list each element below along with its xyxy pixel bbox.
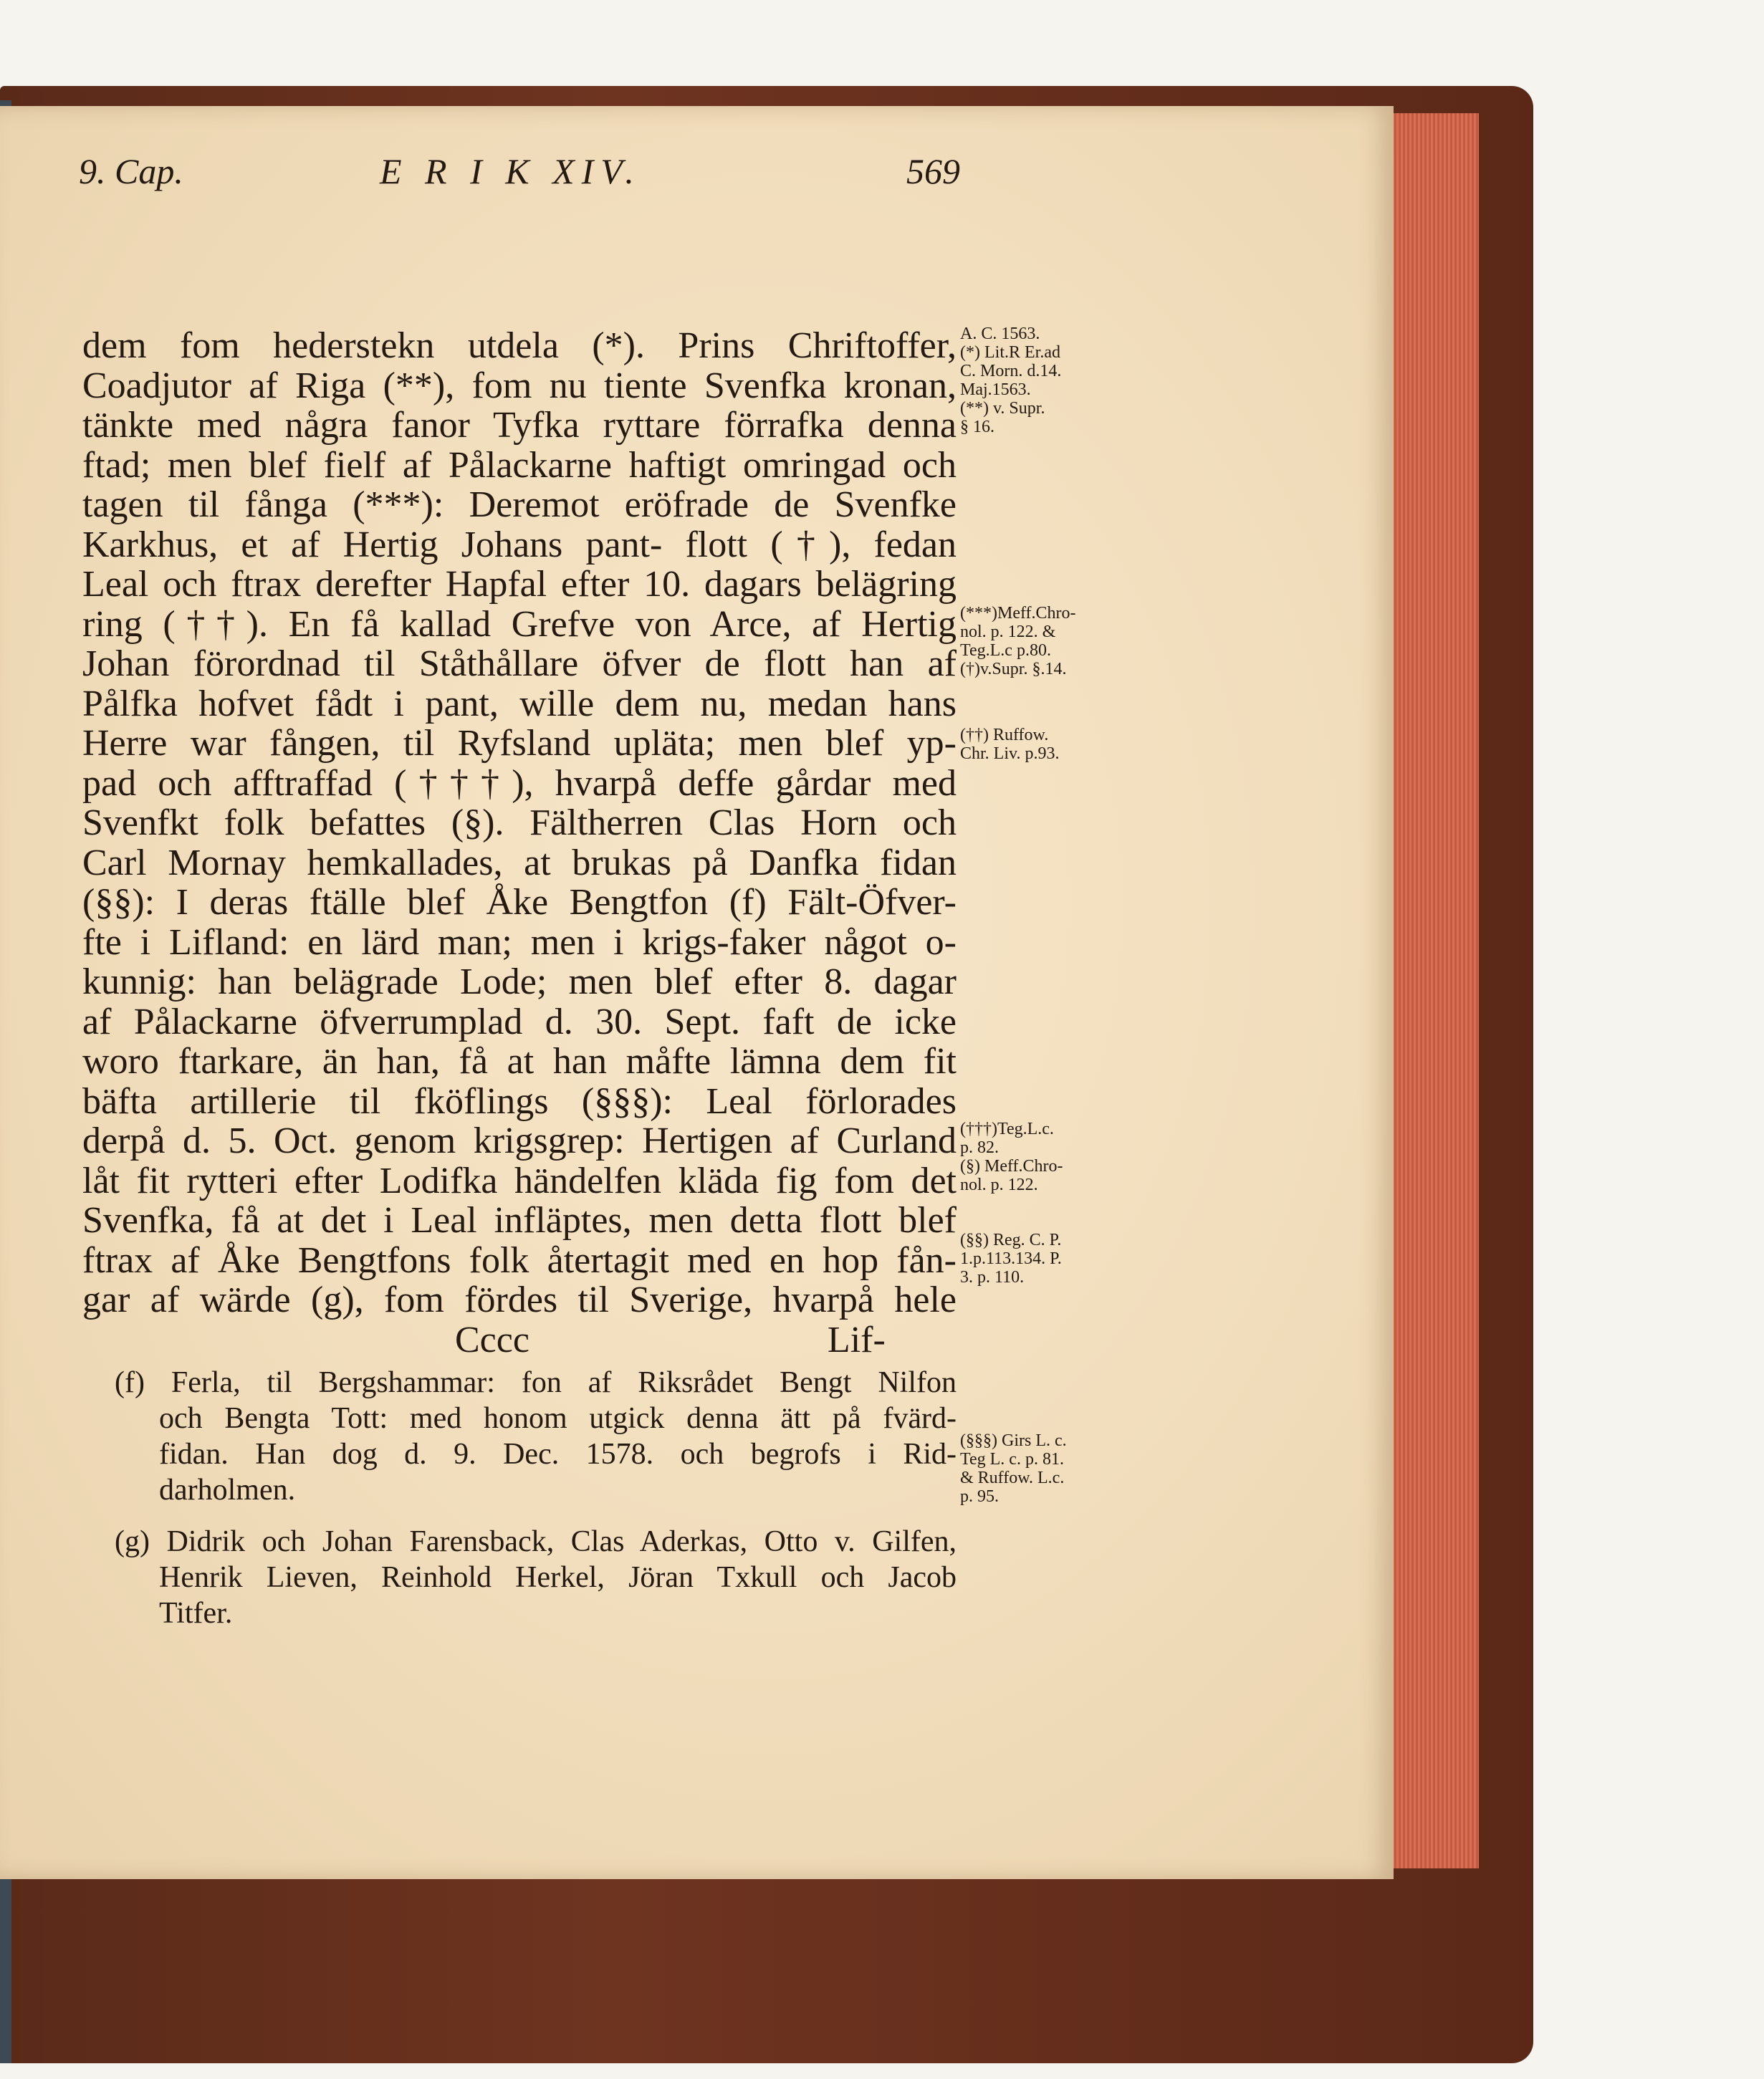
text-line: tänkte med några fanor Tyfka ryttare förrafka denna xyxy=(82,405,957,446)
text-line: Karkhus, et af Hertig Johans pant- flott (†), fedan xyxy=(82,524,957,565)
footnote-line: Henrik Lieven, Reinhold Herkel, Jöran Txkull och Jacob xyxy=(159,1561,957,1594)
text-line: ftad; men blef fielf af Pålackarne haftigt omringad och xyxy=(82,444,957,486)
page-number: 569 xyxy=(906,151,960,191)
text-line: Svenfkt folk befattes (§). Fältherren Clas Horn och xyxy=(82,802,957,843)
text-line: kunnig: han belägrade Lode; men blef efter 8. dagar xyxy=(82,961,957,1002)
text-line: pad och afftraffad (†††), hvarpå deffe gårdar med xyxy=(82,762,957,804)
text-line: ftrax af Åke Bengtfons folk återtagit med en hop fån- xyxy=(82,1239,957,1281)
text-line: Cccc Lif- xyxy=(455,1319,886,1360)
text-line: ring (††). En få kallad Grefve von Arce, af Hertig xyxy=(82,603,957,645)
text-line: af Pålackarne öfverrumplad d. 30. Sept. faft de icke xyxy=(82,1001,957,1042)
footnote-line: darholmen. xyxy=(159,1474,296,1507)
page-block-edge xyxy=(1383,113,1479,1868)
margin-note: (††) Ruffow. Chr. Liv. p.93. xyxy=(960,726,1060,763)
text-line: (§§): I deras ftälle blef Åke Bengtfon (f) Fält-Öfver- xyxy=(82,882,957,923)
text-line: Herre war fången, til Ryfsland upläta; men blef yp- xyxy=(82,723,957,764)
footnote-line: (g) Didrik och Johan Farensback, Clas Aderkas, Otto v. Gilfen, xyxy=(115,1525,957,1558)
running-header xyxy=(79,150,960,201)
margin-note: (§§§) Girs L. c. Teg L. c. p. 81. & Ruffow. L.c. p. 95. xyxy=(960,1431,1067,1506)
main-text-block xyxy=(82,326,957,1360)
margin-note: (***)Meff.Chro- nol. p. 122. & Teg.L.c p.80. (†)v.Supr. §.14. xyxy=(960,604,1076,678)
text-line: tagen til fånga (***): Deremot eröfrade de Svenfke xyxy=(82,484,957,525)
footnote-line: (f) Ferla, til Bergshammar: fon af Riksrådet Bengt Nilfon xyxy=(115,1366,957,1399)
text-line: Svenfka, få at det i Leal infläptes, men detta flott blef xyxy=(82,1200,957,1241)
text-line: bäfta artillerie til fköflings (§§§): Leal förlorades xyxy=(82,1080,957,1122)
text-line: derpå d. 5. Oct. genom krigsgrep: Hertigen af Curland xyxy=(82,1120,957,1161)
chapter-label: 9. Cap. xyxy=(79,151,183,191)
footnote-line: Titfer. xyxy=(159,1597,233,1630)
footnote-line: fidan. Han dog d. 9. Dec. 1578. och begrofs i Rid- xyxy=(159,1438,957,1471)
text-line: Leal och ftrax derefter Hapfal efter 10. dagars belägring xyxy=(82,564,957,605)
margin-note: (§§) Reg. C. P. 1.p.113.134. P. 3. p. 110. xyxy=(960,1231,1062,1287)
text-line: låt fit rytteri efter Lodifka händelfen kläda fig fom det xyxy=(82,1160,957,1201)
footnote xyxy=(115,1524,957,1631)
running-title: E R I K XIV. xyxy=(380,151,641,191)
footnotes xyxy=(115,1365,957,1647)
margin-note: (†††)Teg.L.c. p. 82. (§) Meff.Chro- nol. p. 122. xyxy=(960,1120,1063,1194)
text-line: Coadjutor af Riga (**), fom nu tiente Svenfka kronan, xyxy=(82,365,957,406)
text-line: gar af wärde (g), fom fördes til Sverige, hvarpå hele xyxy=(82,1279,957,1320)
text-line: Carl Mornay hemkallades, at brukas på Danfka fidan xyxy=(82,842,957,883)
margin-note: A. C. 1563. (*) Lit.R Er.ad C. Morn. d.14. Maj.1563. (**) v. Supr. § 16. xyxy=(960,325,1062,436)
footnote-line: och Bengta Tott: med honom utgick denna ätt på fvärd- xyxy=(159,1402,957,1435)
text-line: woro ftarkare, än han, få at han måfte lämna dem fit xyxy=(82,1041,957,1082)
text-line: dem fom hederstekn utdela (*). Prins Chriftoffer, xyxy=(82,325,957,366)
text-line: fte i Lifland: en lärd man; men i krigs-faker något o- xyxy=(82,921,957,963)
text-line: Johan förordnad til Ståthållare öfver de flott han af xyxy=(82,643,957,684)
text-line: Pålfka hofvet fådt i pant, wille dem nu, medan hans xyxy=(82,683,957,724)
footnote xyxy=(115,1365,957,1508)
